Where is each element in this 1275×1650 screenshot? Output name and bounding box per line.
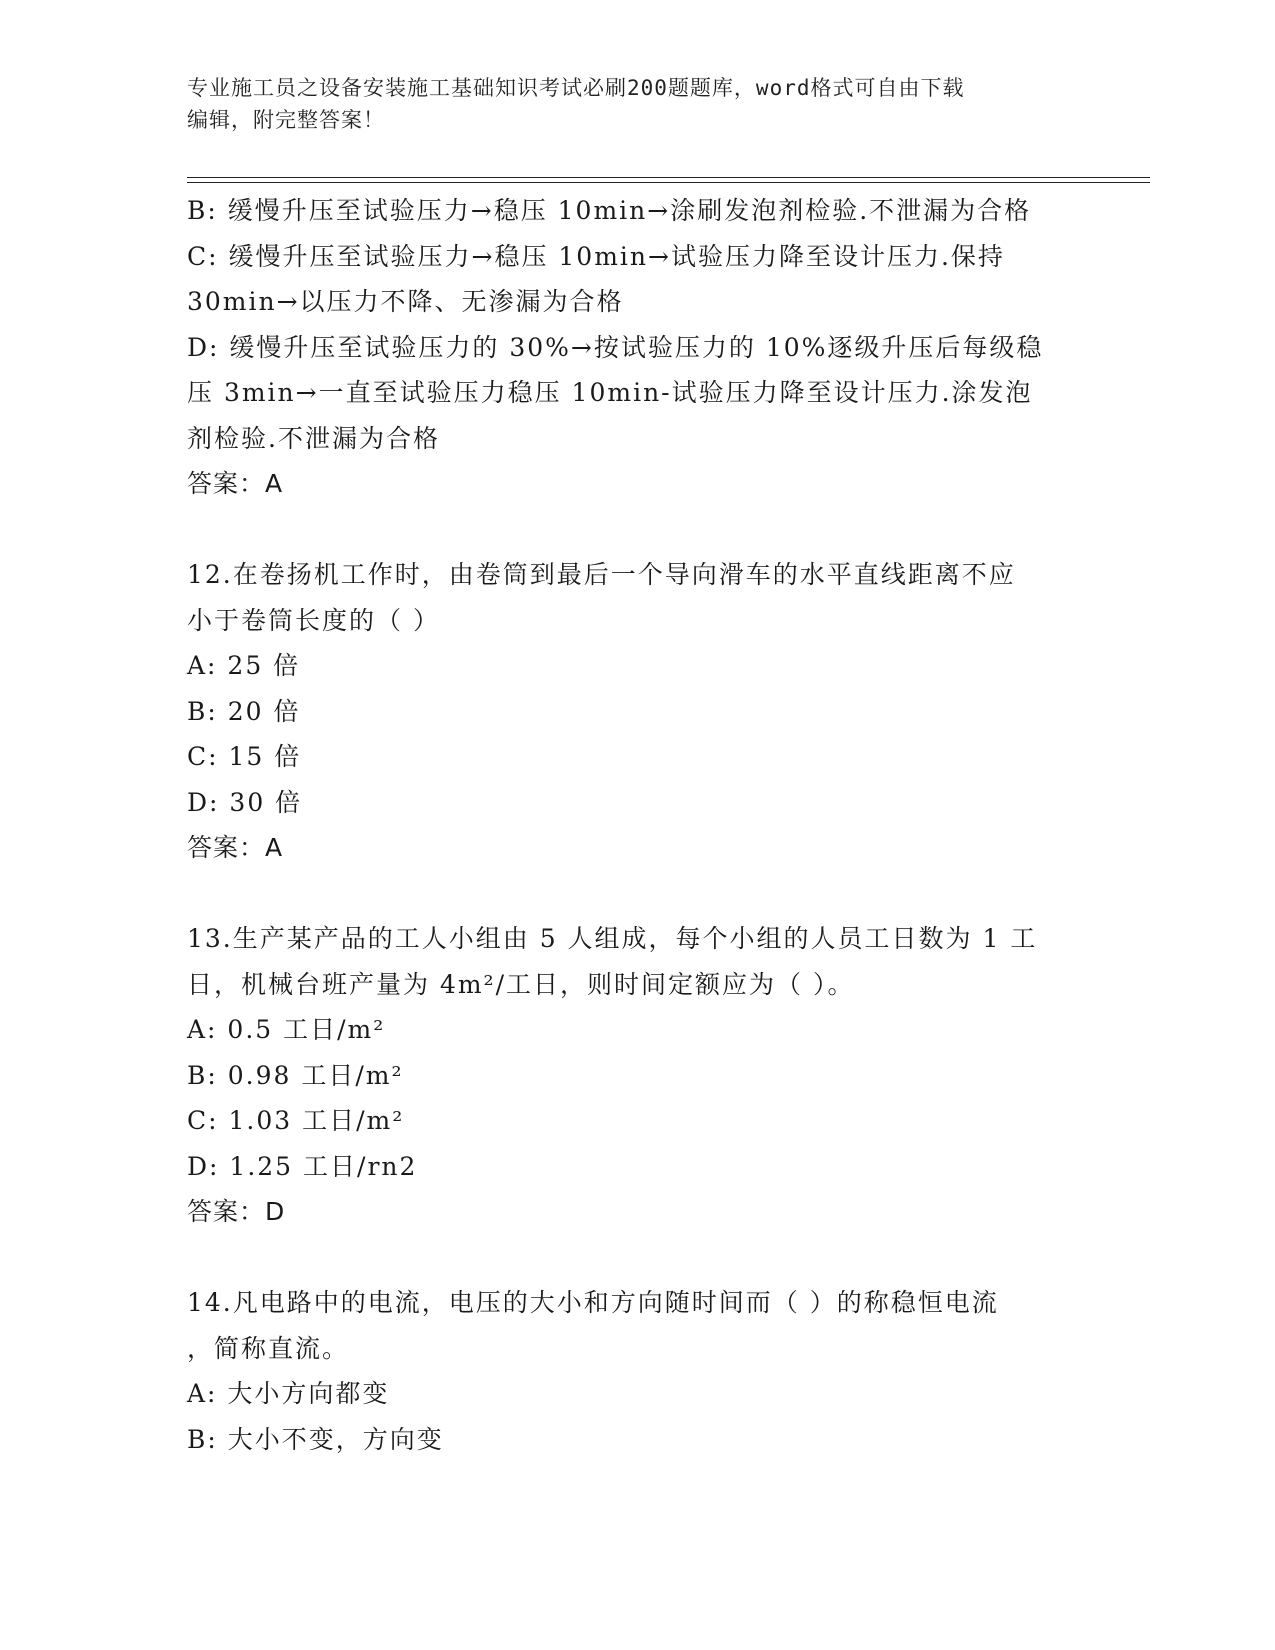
question-11-tail	[187, 188, 1087, 507]
q11-option-d-line-1: D: 缓慢升压至试验压力的 30%→按试验压力的 10%逐级升压后每级稳	[187, 332, 1044, 362]
q12-option-a: A: 25 倍	[187, 651, 301, 680]
header-title-line-1: 专业施工员之设备安装施工基础知识考试必刷200题题库，word格式可自由下载	[187, 76, 965, 100]
q12-answer: 答案：A	[187, 833, 284, 862]
document-header	[187, 72, 1087, 136]
q13-option-a: A: 0.5 工日/m²	[187, 1015, 386, 1044]
q12-option-c: C: 15 倍	[187, 742, 302, 771]
q13-option-b: B: 0.98 工日/m²	[187, 1060, 404, 1090]
q11-option-d-line-3: 剂检验.不泄漏为合格	[187, 423, 440, 453]
question-content	[187, 188, 1087, 1462]
q11-option-d-line-2: 压 3min→一直至试验压力稳压 10min-试验压力降至设计压力.涂发泡	[187, 378, 1033, 407]
spacer	[187, 1235, 1087, 1281]
q13-option-c: C: 1.03 工日/m²	[187, 1106, 405, 1135]
q12-stem-line-1: 12.在卷扬机工作时，由卷筒到最后一个导向滑车的水平直线距离不应	[187, 560, 1016, 589]
header-rule-bottom	[187, 182, 1150, 183]
q11-answer: 答案：A	[187, 469, 284, 498]
question-14	[187, 1280, 1087, 1462]
q13-option-d: D: 1.25 工日/rn2	[187, 1151, 418, 1181]
q11-option-c-line-2: 30min→以压力不降、无渗漏为合格	[187, 287, 624, 316]
spacer	[187, 871, 1087, 917]
header-rule-top	[187, 177, 1150, 178]
q14-stem-line-1: 14.凡电路中的电流，电压的大小和方向随时间而（ ）的称稳恒电流	[187, 1288, 999, 1317]
q12-stem-line-2: 小于卷筒长度的（ ）	[187, 605, 440, 635]
q11-option-c-line-1: C: 缓慢升压至试验压力→稳压 10min→试验压力降至设计压力.保持	[187, 241, 1005, 271]
q13-stem-line-2: 日，机械台班产量为 4m²/工日，则时间定额应为（ ）。	[187, 969, 855, 999]
q13-answer: 答案：D	[187, 1197, 286, 1226]
q14-option-a: A: 大小方向都变	[187, 1379, 390, 1408]
spacer	[187, 507, 1087, 553]
question-13	[187, 916, 1087, 1235]
q11-option-b: B: 缓慢升压至试验压力→稳压 10min→涂刷发泡剂检验.不泄漏为合格	[187, 196, 1032, 225]
q12-option-d: D: 30 倍	[187, 787, 303, 817]
q14-option-b: B: 大小不变，方向变	[187, 1424, 444, 1454]
q12-option-b: B: 20 倍	[187, 696, 301, 726]
header-double-rule	[187, 177, 1150, 183]
header-title-line-2: 编辑，附完整答案！	[187, 108, 385, 132]
question-12	[187, 552, 1087, 871]
q14-stem-line-2: ，简称直流。	[187, 1333, 350, 1363]
q13-stem-line-1: 13.生产某产品的工人小组由 5 人组成，每个小组的人员工日数为 1 工	[187, 924, 1038, 953]
